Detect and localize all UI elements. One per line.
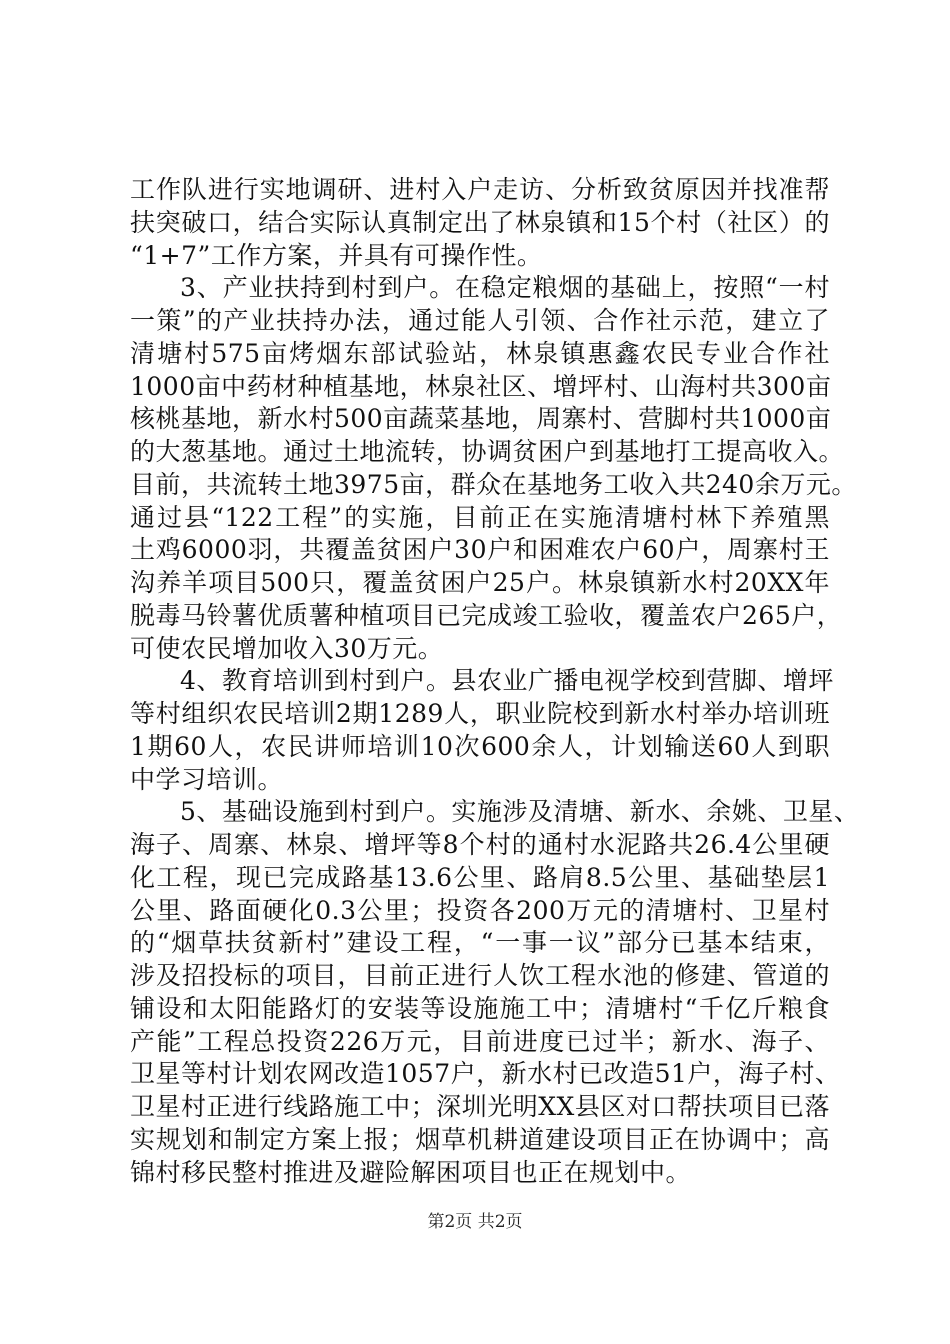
text-line: 锦村移民整村推进及避险解困项目也正在规划中。 xyxy=(130,1157,692,1187)
text-line: 清塘村575亩烤烟东部试验站，林泉镇惠鑫农民专业合作社 xyxy=(130,338,830,368)
text-line: 工作队进行实地调研、进村入户走访、分析致贫原因并找准帮 xyxy=(130,175,830,204)
text-line: 铺设和太阳能路灯的安装等设施施工中；清塘村“千亿斤粮食 xyxy=(130,993,830,1023)
text-line: 等村组织农民培训2期1289人，职业院校到新水村举办培训班 xyxy=(130,699,830,728)
text-line: 卫星等村计划农网改造1057户，新水村已改造51户，海子村、 xyxy=(130,1059,841,1089)
paragraph-heading-education: 4、教育培训到村到户。县农业广播电视学校到营脚、增坪 xyxy=(180,666,834,696)
text-line: 的大葱基地。通过土地流转，协调贫困户到基地打工提高收入。 xyxy=(130,437,845,466)
text-line: 扶突破口，结合实际认真制定出了林泉镇和15个村（社区）的 xyxy=(130,207,830,237)
text-line: 可使农民增加收入30万元。 xyxy=(130,633,444,663)
text-line: 1000亩中药材种植基地，林泉社区、增坪村、山海村共300亩 xyxy=(130,371,832,401)
text-line: 卫星村正进行线路施工中；深圳光明XX县区对口帮扶项目已落 xyxy=(130,1092,830,1121)
text-line: 目前，共流转土地3975亩，群众在基地务工收入共240余万元。 xyxy=(130,469,857,499)
text-line: 公里、路面硬化0.3公里；投资各200万元的清塘村、卫星村 xyxy=(130,895,830,925)
page-number: 第2页 共2页 xyxy=(427,1212,523,1232)
text-line: 脱毒马铃薯优质薯种植项目已完成竣工验收，覆盖农户265户， xyxy=(130,600,843,630)
text-line: 土鸡6000羽，共覆盖贫困户30户和困难农户60户，周寨村王 xyxy=(130,535,830,565)
text-line: “1+7”工作方案，并具有可操作性。 xyxy=(130,240,543,270)
text-line: 一策”的产业扶持办法，通过能人引领、合作社示范，建立了 xyxy=(130,306,830,335)
text-line: 产能”工程总投资226万元，目前进度已过半；新水、海子、 xyxy=(130,1026,830,1056)
paragraph-heading-industry: 3、产业扶持到村到户。在稳定粮烟的基础上，按照“一村 xyxy=(180,273,830,303)
text-line: 通过县“122工程”的实施，目前正在实施清塘村林下养殖黑 xyxy=(130,502,830,532)
text-line: 沟养羊项目500只，覆盖贫困户25户。林泉镇新水村20XX年 xyxy=(130,568,830,597)
text-line: 核桃基地，新水村500亩蔬菜基地，周寨村、营脚村共1000亩 xyxy=(130,404,832,434)
text-line: 化工程，现已完成路基13.6公里、路肩8.5公里、基础垫层1 xyxy=(130,862,830,892)
text-line: 的“烟草扶贫新村”建设工程，“一事一议”部分已基本结束， xyxy=(130,928,830,958)
document-body xyxy=(130,174,860,1189)
text-line: 涉及招投标的项目，目前正进行人饮工程水池的修建、管道的 xyxy=(130,961,830,990)
text-line: 1期60人，农民讲师培训10次600余人，计划输送60人到职 xyxy=(130,731,830,761)
text-line: 实规划和制定方案上报；烟草机耕道建设项目正在协调中；高 xyxy=(130,1124,830,1154)
text-line: 中学习培训。 xyxy=(130,764,284,794)
paragraph-heading-infrastructure: 5、基础设施到村到户。实施涉及清塘、新水、余姚、卫星、 xyxy=(180,797,860,827)
text-line: 海子、周寨、林泉、增坪等8个村的通村水泥路共26.4公里硬 xyxy=(130,830,830,859)
